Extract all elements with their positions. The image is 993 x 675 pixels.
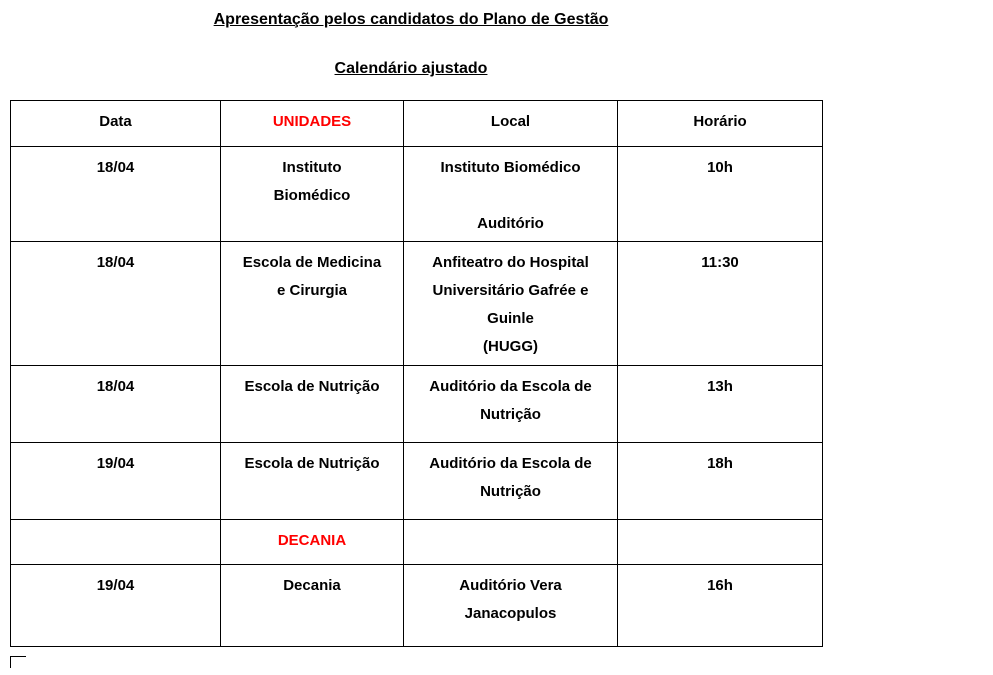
cell-line: Escola de Nutrição [244, 378, 380, 395]
table-row [11, 147, 823, 242]
cell-unidade [221, 242, 404, 366]
cell-line: Guinle [487, 310, 534, 327]
header-horario [618, 101, 823, 147]
cell-horario [618, 443, 823, 520]
cell-line [624, 527, 816, 555]
cell-line: Instituto [282, 159, 342, 176]
table-row [11, 565, 823, 647]
cell-data [11, 147, 221, 242]
cell-local [404, 520, 618, 565]
header-label: Data [99, 113, 132, 130]
cell-line: DECANIA [277, 532, 347, 549]
cell-line: 11:30 [701, 254, 739, 271]
table-row [11, 443, 823, 520]
cell-line: Nutrição [480, 406, 541, 423]
cell-line: 18h [707, 455, 733, 472]
document-subtitle: Calendário ajustado [334, 60, 488, 77]
cell-line: 10h [707, 159, 733, 176]
cell-data [11, 443, 221, 520]
cell-line: Biomédico [273, 187, 351, 204]
cropped-table-corner [10, 656, 26, 668]
cell-line: Escola de Medicina [242, 254, 382, 271]
cell-data [11, 565, 221, 647]
cell-line: 19/04 [96, 577, 135, 594]
cell-line [410, 182, 611, 210]
cell-unidade [221, 565, 404, 647]
cell-horario [618, 565, 823, 647]
table-row [11, 520, 823, 565]
cell-data [11, 242, 221, 366]
cell-unidade [221, 147, 404, 242]
cell-line: Decania [283, 577, 341, 594]
cell-data [11, 520, 221, 565]
cell-unidade [221, 366, 404, 443]
cell-local [404, 565, 618, 647]
cell-line: Escola de Nutrição [244, 455, 380, 472]
cell-line: 16h [707, 577, 733, 594]
cell-line: Universitário Gafrée e [432, 282, 589, 299]
cell-line [17, 527, 214, 555]
cell-local [404, 242, 618, 366]
cell-line: 13h [707, 378, 733, 395]
header-label: UNIDADES [272, 113, 352, 130]
cell-line: Instituto Biomédico [440, 159, 581, 176]
cell-line: Nutrição [480, 483, 541, 500]
cell-line: Auditório da Escola de [429, 455, 592, 472]
header-unidades [221, 101, 404, 147]
cell-line: Janacopulos [464, 605, 557, 622]
cell-data [11, 366, 221, 443]
cell-unidade [221, 443, 404, 520]
schedule-table [10, 100, 823, 647]
cell-local [404, 443, 618, 520]
table-header-row [11, 101, 823, 147]
header-local [404, 101, 618, 147]
document-title: Apresentação pelos candidatos do Plano de Gestão [213, 11, 609, 28]
cell-horario [618, 366, 823, 443]
cell-line: Anfiteatro do Hospital [432, 254, 589, 271]
cell-line: Auditório da Escola de [429, 378, 592, 395]
cell-horario [618, 147, 823, 242]
header-label: Horário [693, 113, 747, 130]
cell-unidade [221, 520, 404, 565]
table-row [11, 366, 823, 443]
cell-line: Auditório [477, 215, 544, 232]
cell-line: Auditório Vera [459, 577, 562, 594]
header-label: Local [490, 113, 531, 130]
cell-line [410, 527, 611, 555]
cell-line: 19/04 [96, 455, 135, 472]
cell-horario [618, 520, 823, 565]
table-row [11, 242, 823, 366]
cell-line: (HUGG) [483, 338, 538, 355]
cell-line: 18/04 [96, 254, 135, 271]
cell-line: 18/04 [96, 159, 135, 176]
cell-local [404, 147, 618, 242]
cell-line: e Cirurgia [276, 282, 348, 299]
cell-horario [618, 242, 823, 366]
header-data [11, 101, 221, 147]
cell-local [404, 366, 618, 443]
cell-line: 18/04 [96, 378, 135, 395]
